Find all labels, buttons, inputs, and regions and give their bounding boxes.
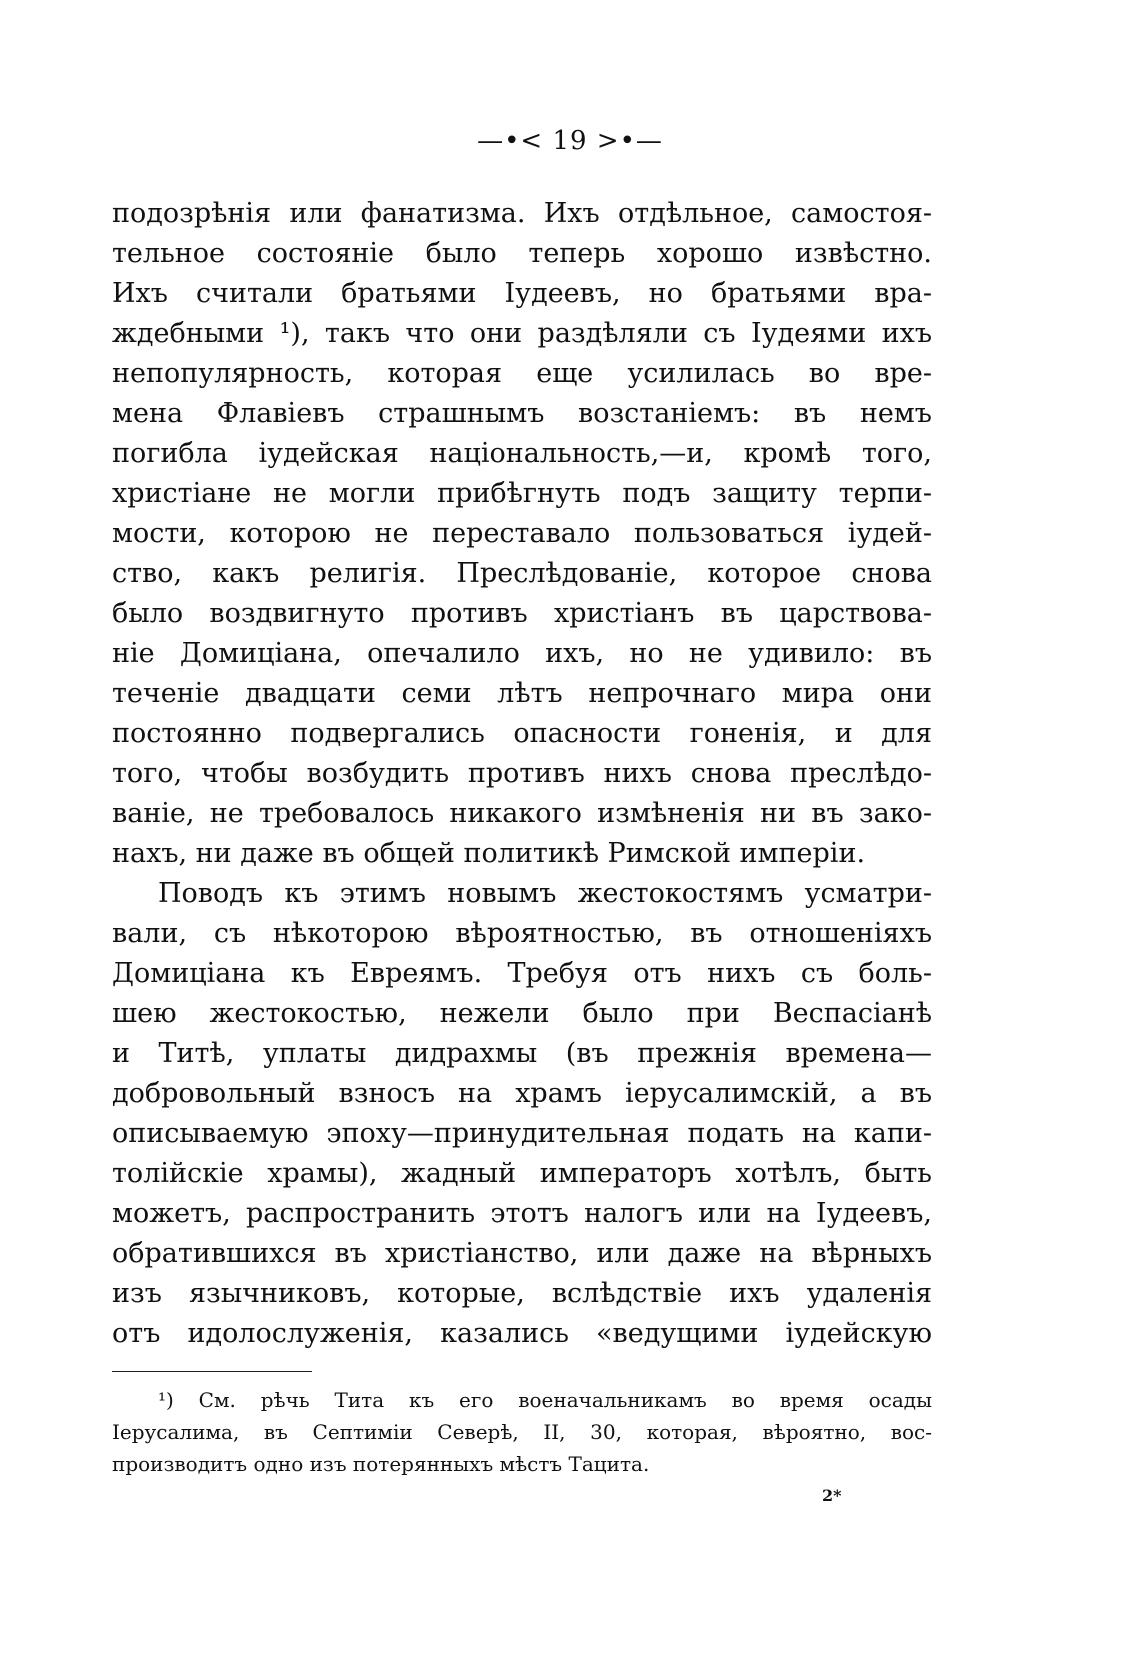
text-line: мости, которою не переставало пользоваться іудей- bbox=[112, 518, 932, 549]
text-line: Ихъ считали братьями Іудеевъ, но братьями вра- bbox=[112, 278, 932, 309]
text-line: подозрѣнія или фанатизма. Ихъ отдѣльное, самостоя- bbox=[112, 198, 932, 229]
text-line: постоянно подвергались опасности гоненія, и для bbox=[112, 718, 932, 749]
text-line: непопулярность, которая еще усилилась во вре- bbox=[112, 358, 932, 389]
text-line: описываемую эпоху—принудительная подать на капи- bbox=[112, 1118, 932, 1149]
text-line: было воздвигнуто противъ христіанъ въ царствова- bbox=[112, 598, 932, 629]
text-line: ваніе, не требовалось никакого измѣненія ни въ зако- bbox=[112, 798, 932, 829]
body-text bbox=[112, 194, 932, 1354]
text-line: добровольный взносъ на храмъ іерусалимскій, а въ bbox=[112, 1078, 932, 1109]
text-line: ство, какъ религія. Преслѣдованіе, которое снова bbox=[112, 558, 932, 589]
text-line: погибла іудейская національность,—и, кромѣ того, bbox=[112, 438, 932, 469]
text-line: ніе Домиціана, опечалило ихъ, но не удивило: въ bbox=[112, 638, 932, 669]
footnote-divider bbox=[112, 1371, 312, 1372]
text-line: отъ идолослуженія, казались «ведущими іудейскую bbox=[112, 1318, 932, 1349]
text-line: Домиціана къ Евреямъ. Требуя отъ нихъ съ боль- bbox=[112, 958, 932, 989]
page-number: —•< 19 >•— bbox=[477, 126, 663, 156]
text-line: мена Флавіевъ страшнымъ возстаніемъ: въ немъ bbox=[112, 398, 932, 429]
text-line: нахъ, ни даже въ общей политикѣ Римской имперіи. bbox=[112, 838, 866, 869]
text-line: христіане не могли прибѣгнуть подъ защиту терпи- bbox=[112, 478, 932, 509]
text-line: ждебными ¹), такъ что они раздѣляли съ Іудеями ихъ bbox=[112, 318, 932, 349]
footnote-line: Іерусалима, въ Септиміи Северѣ, II, 30, которая, вѣроятно, вос- bbox=[112, 1420, 932, 1444]
text-line: обратившихся въ христіанство, или даже на вѣрныхъ bbox=[112, 1238, 932, 1269]
footnotes bbox=[112, 1384, 932, 1480]
text-line: теченіе двадцати семи лѣтъ непрочнаго мира они bbox=[112, 678, 932, 709]
footnote-line: производитъ одно изъ потерянныхъ мѣстъ Тацита. bbox=[112, 1452, 650, 1476]
text-line: и Титѣ, уплаты дидрахмы (въ прежнія времена— bbox=[112, 1038, 932, 1069]
text-line: шею жестокостью, нежели было при Веспасіанѣ bbox=[112, 998, 932, 1029]
text-line: вали, съ нѣкоторою вѣроятностью, въ отношеніяхъ bbox=[112, 918, 932, 949]
signature-mark: 2* bbox=[822, 1486, 842, 1505]
text-line: тельное состояніе было теперь хорошо извѣстно. bbox=[112, 238, 932, 269]
footnote-line: ¹) См. рѣчь Тита къ его военачальникамъ во время осады bbox=[158, 1388, 932, 1412]
text-line: Поводъ къ этимъ новымъ жестокостямъ усматри- bbox=[158, 878, 932, 909]
text-line: того, чтобы возбудить противъ нихъ снова преслѣдо- bbox=[112, 758, 932, 789]
text-line: можетъ, распространить этотъ налогъ или на Іудеевъ, bbox=[112, 1198, 932, 1229]
text-line: изъ язычниковъ, которые, вслѣдствіе ихъ удаленія bbox=[112, 1278, 932, 1309]
text-line: толійскіе храмы), жадный императоръ хотѣлъ, быть bbox=[112, 1158, 932, 1189]
